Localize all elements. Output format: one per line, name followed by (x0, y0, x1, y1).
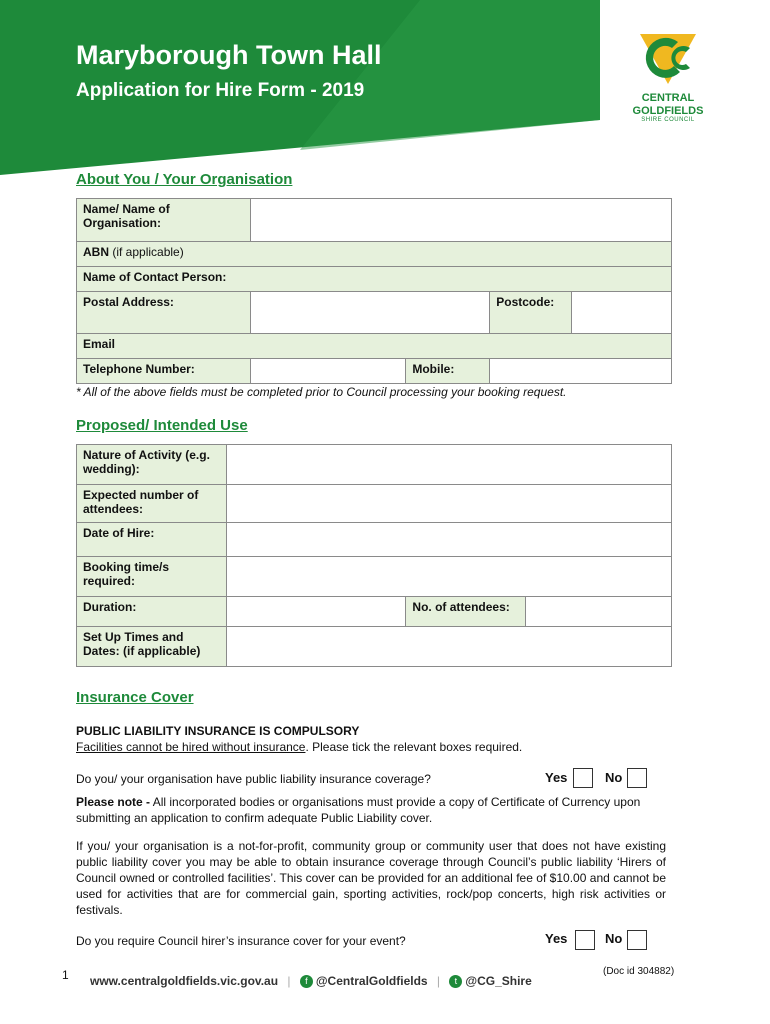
insurance-heading: Insurance Cover (76, 689, 194, 706)
footer-separator: | (287, 974, 291, 988)
duration-label: Duration: (77, 597, 227, 627)
postcode-field[interactable] (572, 292, 672, 334)
about-note: * All of the above fields must be completed prior to Council processing your booking request. (76, 385, 567, 399)
attendees-label: No. of attendees: (406, 597, 526, 627)
please-note (76, 794, 666, 826)
postcode-label: Postcode: (490, 292, 572, 334)
q2-yes-label: Yes (545, 931, 568, 946)
booking-field[interactable] (226, 557, 671, 597)
page-title: Maryborough Town Hall (76, 40, 382, 70)
nature-label: Nature of Activity (e.g. wedding): (77, 445, 227, 485)
logo-name-line2: GOLDFIELDS (632, 105, 704, 117)
name-field[interactable] (250, 199, 671, 242)
expected-field[interactable] (226, 485, 671, 523)
postal-field[interactable] (250, 292, 490, 334)
website-link[interactable]: www.centralgoldfields.vic.gov.au (90, 974, 279, 988)
facebook-link[interactable]: @CentralGoldfields (315, 974, 428, 988)
date-field[interactable] (226, 523, 671, 557)
doc-id: (Doc id 304882) (603, 966, 675, 977)
contact-row[interactable]: Name of Contact Person: (77, 267, 672, 292)
telephone-label: Telephone Number: (77, 359, 251, 384)
mobile-label: Mobile: (406, 359, 490, 384)
council-logo (628, 30, 708, 123)
logo-mark-icon (628, 30, 708, 86)
q1-no-label: No (605, 770, 623, 785)
twitter-link[interactable]: @CG_Shire (465, 974, 532, 988)
abn-label: ABN (83, 245, 109, 259)
duration-field[interactable] (226, 597, 406, 627)
use-table (76, 444, 672, 667)
booking-label: Booking time/s required: (77, 557, 227, 597)
cannot-hire-text: Facilities cannot be hired without insurance (76, 740, 306, 754)
logo-name-line3: SHIRE COUNCIL (641, 117, 695, 123)
name-label: Name/ Name of Organisation: (77, 199, 251, 242)
q2-yes-checkbox[interactable] (575, 930, 595, 950)
setup-field[interactable] (226, 627, 671, 667)
nature-field[interactable] (226, 445, 671, 485)
cannot-hire-line (76, 739, 666, 755)
postal-label: Postal Address: (77, 292, 251, 334)
facebook-icon: f (300, 975, 313, 988)
date-label: Date of Hire: (77, 523, 227, 557)
abn-row[interactable] (77, 242, 672, 267)
hirer-insurance-paragraph: If you/ your organisation is a not-for-profit, community group or community user that does not have existing public liability cover you may be able to obtain insurance coverage through Council’s public liability ‘Hirers of Council owned or controlled facilities’. This cover can be provided for an additional fee of $10.00 and cannot be used for activities that are for commercial gain, sporting activities, rock/pop concerts, high risk activities or festivals. (76, 839, 666, 917)
please-note-label: Please note - (76, 795, 151, 809)
page-subtitle: Application for Hire Form - 2019 (76, 80, 365, 101)
setup-label: Set Up Times and Dates: (if applicable) (77, 627, 227, 667)
email-row[interactable]: Email (77, 334, 672, 359)
compulsory-text: PUBLIC LIABILITY INSURANCE IS COMPULSORY (76, 724, 360, 738)
q1-yes-checkbox[interactable] (573, 768, 593, 788)
page-number: 1 (62, 968, 69, 982)
q2-no-label: No (605, 931, 623, 946)
twitter-icon: t (449, 975, 462, 988)
logo-name-line1: CENTRAL (641, 92, 695, 104)
attendees-field[interactable] (526, 597, 672, 627)
question-2: Do you require Council hirer’s insurance cover for your event? (76, 934, 406, 948)
q2-no-checkbox[interactable] (627, 930, 647, 950)
mobile-field[interactable] (490, 359, 672, 384)
please-note-text: All incorporated bodies or organisations must provide a copy of Certificate of Currency upon submitting an application to confirm adequate Public Liability cover. (76, 795, 641, 825)
about-heading: About You / Your Organisation (76, 171, 293, 188)
footer-links (90, 974, 532, 988)
use-heading: Proposed/ Intended Use (76, 417, 248, 434)
abn-note: (if applicable) (112, 245, 184, 259)
q1-no-checkbox[interactable] (627, 768, 647, 788)
tick-text: . Please tick the relevant boxes required. (305, 740, 523, 754)
expected-label: Expected number of attendees: (77, 485, 227, 523)
q1-yes-label: Yes (545, 770, 568, 785)
telephone-field[interactable] (250, 359, 406, 384)
question-1: Do you/ your organisation have public liability insurance coverage? (76, 772, 431, 786)
footer-separator: | (436, 974, 441, 988)
about-table (76, 198, 672, 384)
